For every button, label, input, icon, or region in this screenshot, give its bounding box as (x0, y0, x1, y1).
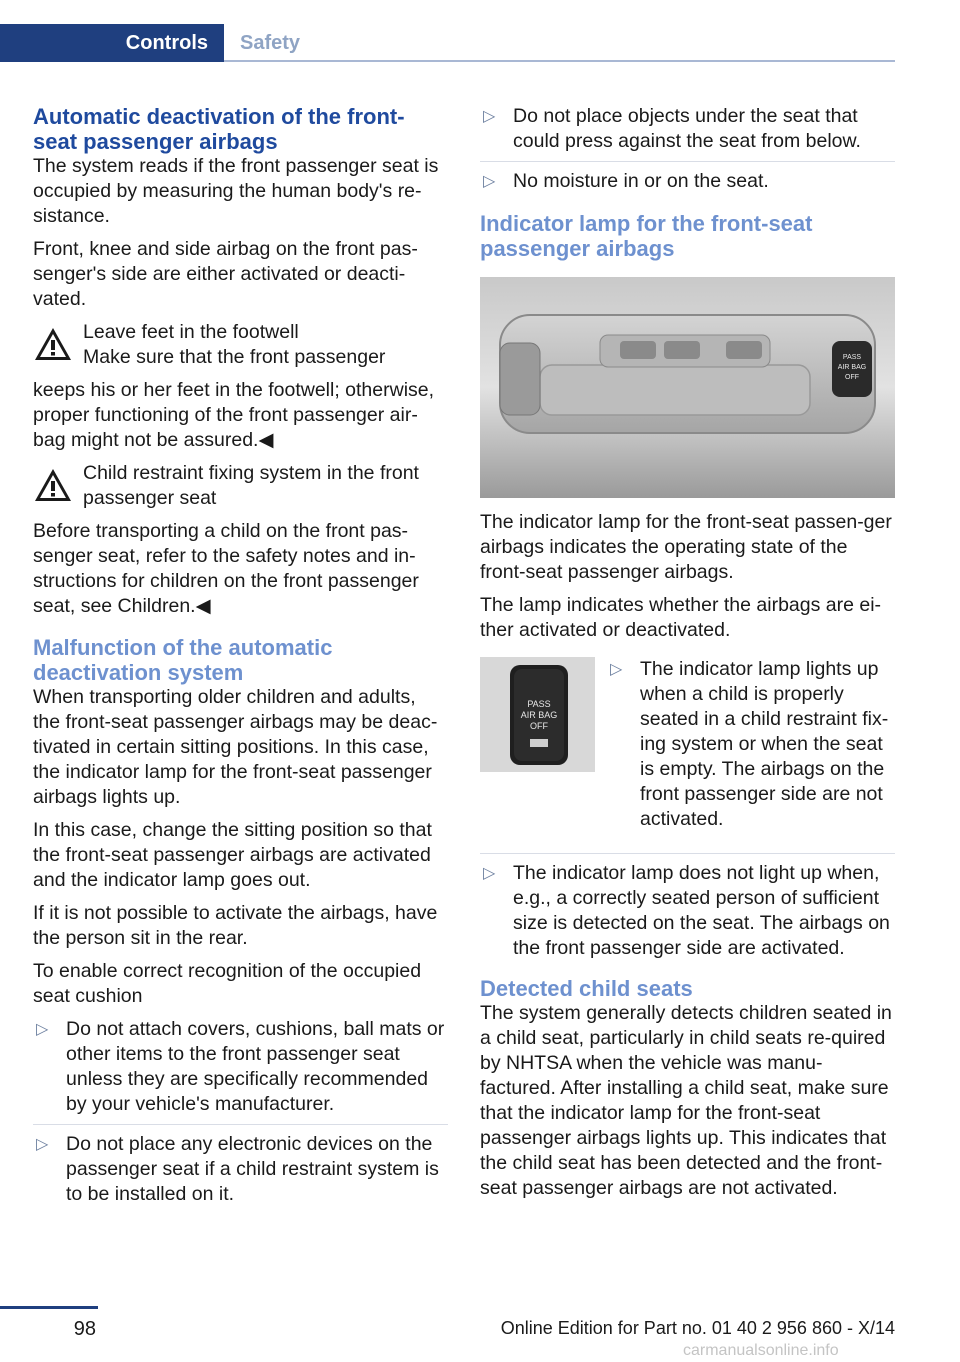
warning-triangle-icon (33, 467, 73, 503)
lamp-label-airbag: AIR BAG (520, 710, 558, 720)
triangle-bullet-icon: ▷ (36, 1136, 49, 1153)
paragraph: The system reads if the front passenger seat is occupied by measuring the human body's re-sistance. (33, 155, 439, 227)
triangle-bullet-icon: ▷ (483, 865, 496, 882)
airbag-off-lamp-image (480, 657, 595, 772)
paragraph: The lamp indicates whether the airbags are ei-ther activated or deactivated. (480, 594, 882, 641)
chapter-tabs (0, 24, 895, 62)
list-item-text: The indicator lamp does not light up when, e.g., a correctly seated person of sufficient size is detected on the seat. The airbags on the front passenger side are activated. (513, 862, 890, 959)
svg-text:PASS: PASS (842, 354, 862, 361)
page-number: 98 (73, 1318, 96, 1340)
watermark: carmanualsonline.info (683, 1342, 839, 1359)
paragraph: Front, knee and side airbag on the front pas-senger's side are either activated or deacti-vated. (33, 238, 418, 310)
heading-indicator-lamp: Indicator lamp for the front-seat passenger airbags (480, 211, 813, 261)
edition-note: Online Edition for Part no. 01 40 2 956 860 - X/14 (500, 1318, 895, 1338)
lamp-row (480, 657, 895, 846)
lamp-label-off: OFF (530, 721, 548, 731)
lamp-label-pass: PASS (527, 699, 551, 709)
list-item (607, 657, 895, 839)
instruction-list-continued (480, 104, 895, 201)
tab-safety[interactable]: Safety (240, 31, 301, 54)
svg-text:AIR BAG: AIR BAG (837, 364, 867, 371)
list-item-text: No moisture in or on the seat. (513, 170, 769, 192)
list-item (33, 1132, 448, 1214)
list-item (33, 1017, 448, 1125)
svg-text:OFF: OFF (845, 374, 859, 381)
warning-triangle-icon (33, 326, 73, 362)
paragraph: When transporting older children and adults, the front-seat passenger airbags may be deac-tivated in certain sitting positions. In this case, the indicator lamp for the front-seat passenger airbags lights up. (33, 686, 438, 808)
triangle-bullet-icon: ▷ (36, 1021, 49, 1038)
tab-underline (224, 60, 895, 62)
paragraph: In this case, change the sitting position so that the front-seat passenger airbags are activated and the indicator lamp goes out. (33, 819, 432, 891)
paragraph: The system generally detects children seated in a child seat, particularly in child seats re-quired by NHTSA when the vehicle was manu-factured. After installing a child seat, make sure that the indicator lamp for the front-seat passenger airbags lights up. This indicates that the child seat has been detected and the front-seat passenger airbags are not activated. (480, 1002, 892, 1199)
warning-text-continued: keeps his or her feet in the footwell; otherwise, proper functioning of the front passenger air-bag might not be assured.◀ (33, 379, 435, 451)
paragraph: The indicator lamp for the front-seat passen-ger airbags indicates the operating state of the front-seat passenger airbags. (480, 511, 892, 583)
triangle-bullet-icon: ▷ (610, 661, 623, 678)
list-item (480, 169, 895, 201)
overhead-console-image (480, 277, 895, 498)
tab-controls[interactable]: Controls (0, 24, 224, 62)
list-item-text: The indicator lamp lights up when a child is properly seated in a child restraint fix-ing system or when the seat is empty. The airbags on the front passenger side are not activated. (640, 658, 889, 830)
triangle-bullet-icon: ▷ (483, 108, 496, 125)
warning-child-restraint (33, 461, 448, 511)
triangle-bullet-icon: ▷ (483, 173, 496, 190)
right-column (480, 104, 895, 1209)
list-item-text: Do not place any electronic devices on the passenger seat if a child restraint system is to be installed on it. (66, 1133, 439, 1205)
instruction-list (33, 1017, 448, 1214)
warning-text-continued: Before transporting a child on the front pas-senger seat, refer to the safety notes and in-structions for children on the front passenger seat, see Children.◀ (33, 520, 419, 617)
footer-rule (0, 1306, 98, 1309)
lamp-list-continued (480, 853, 895, 968)
left-column (33, 104, 448, 1221)
list-item (480, 861, 895, 968)
warning-title: Leave feet in the footwell (83, 321, 299, 343)
heading-detected-child-seats: Detected child seats (480, 976, 693, 1001)
list-item-text: Do not attach covers, cushions, ball mats or other items to the front passenger seat unless they are specifically recommended by your vehicle's manufacturer. (66, 1018, 445, 1115)
warning-text: Make sure that the front passenger (83, 346, 386, 368)
list-item-text: Do not place objects under the seat that could press against the seat from below. (513, 105, 861, 152)
lamp-list (607, 657, 895, 846)
warning-title: Child restraint fixing system in the front passenger seat (83, 462, 419, 509)
heading-malfunction: Malfunction of the automatic deactivation system (33, 635, 333, 685)
heading-automatic-deactivation: Automatic deactivation of the front-seat passenger airbags (33, 104, 405, 154)
paragraph: To enable correct recognition of the occupied seat cushion (33, 960, 422, 1007)
paragraph: If it is not possible to activate the airbags, have the person sit in the rear. (33, 902, 438, 949)
list-item (480, 104, 895, 162)
warning-feet-footwell (33, 320, 448, 370)
